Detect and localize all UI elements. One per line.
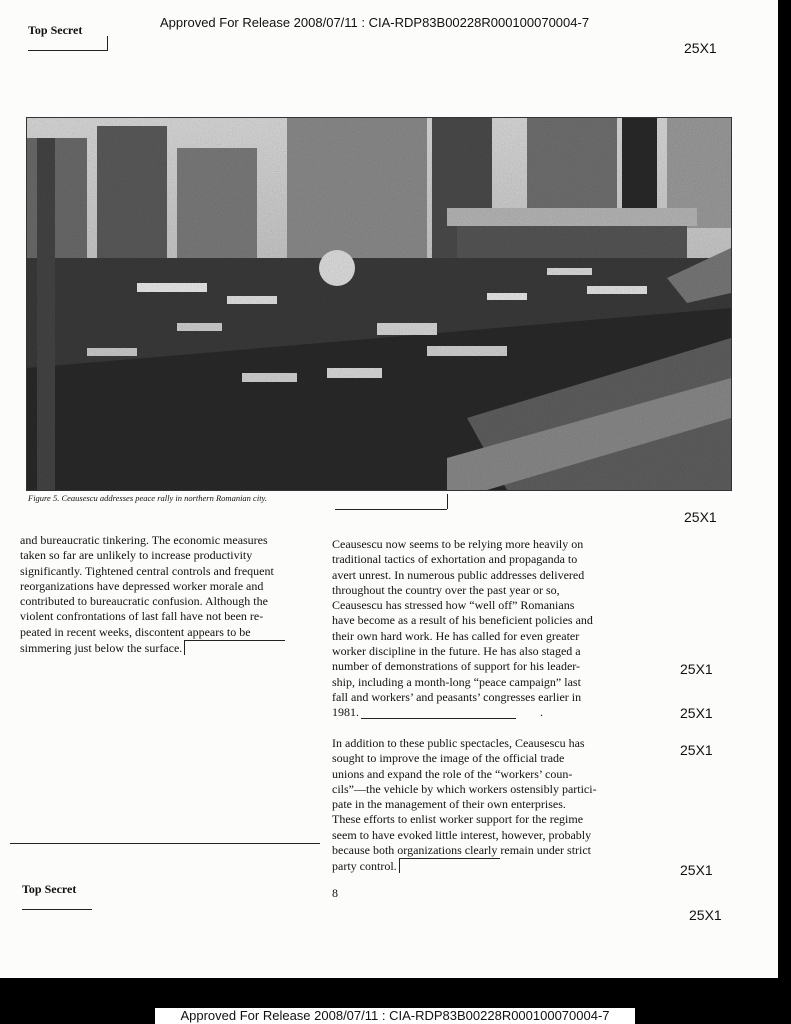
redaction-marker: 25X1: [680, 705, 713, 721]
rally-photo: [26, 117, 732, 491]
scan-mark: .: [540, 705, 543, 720]
text-line: significantly. Tightened central controls and frequent: [20, 563, 274, 578]
text-line: reorganizations have depressed worker morale and: [20, 578, 264, 593]
text-line: throughout the country over the past year or so,: [332, 582, 560, 597]
left-column-text: [20, 533, 320, 656]
right-column-text: [332, 537, 628, 721]
text-line: avert unrest. In numerous public addresses delivered: [332, 567, 585, 582]
text-line: In addition to these public spectacles, Ceausescu has: [332, 736, 585, 750]
text-line: sought to improve the image of the official trade: [332, 751, 565, 766]
caption-redaction-rule: [335, 509, 447, 510]
text-line: have become as a result of his beneficient policies and: [332, 613, 593, 628]
text-line: [332, 858, 628, 874]
redaction-box: [399, 858, 500, 873]
text-line: These efforts to enlist worker support for the regime: [332, 812, 584, 827]
classification-footer: Top Secret: [22, 882, 77, 896]
header-redaction-rule: [28, 50, 108, 51]
page-number: 8: [332, 886, 338, 900]
caption-redaction-tick: [447, 494, 448, 509]
redaction-marker: 25X1: [684, 40, 717, 56]
text-line: their own hard work. He has called for even greater: [332, 628, 580, 643]
release-stamp-top: Approved For Release 2008/07/11 : CIA-RDP83B00228R000100070004-7: [160, 15, 590, 30]
right-column-paragraph-2: [332, 736, 628, 875]
text-line-content: 1981.: [332, 705, 359, 720]
redaction-marker: 25X1: [680, 862, 713, 878]
footer-redaction-rule: [22, 909, 92, 910]
text-line: fall and workers’ and peasants’ congresses earlier in: [332, 689, 582, 704]
text-line: Ceausescu now seems to be relying more heavily on: [332, 537, 584, 551]
text-line: seem to have evoked little interest, however, probably: [332, 827, 592, 842]
text-line: unions and expand the role of the “workers’ coun-: [332, 766, 573, 781]
text-line: Ceausescu has stressed how “well off” Romanians: [332, 598, 575, 613]
text-line: contributed to bureaucratic confusion. Although the: [20, 594, 268, 609]
text-line: peated in recent weeks, discontent appears to be: [20, 624, 251, 639]
text-line: ship, including a month-long “peace campaign” last: [332, 674, 581, 689]
crowd-photo-image: [27, 118, 731, 490]
text-line: cils”—the vehicle by which workers ostensibly partici-: [332, 781, 597, 796]
redaction-marker: 25X1: [680, 742, 713, 758]
text-line: [332, 705, 628, 720]
release-stamp-bottom: Approved For Release 2008/07/11 : CIA-RDP83B00228R000100070004-7: [155, 1008, 635, 1024]
figure-caption: Figure 5. Ceausescu addresses peace rally in northern Romanian city.: [28, 493, 267, 503]
redaction-box: [184, 640, 285, 655]
text-line-content: party control.: [332, 859, 397, 874]
text-line: [20, 640, 320, 656]
footer-rule: [10, 843, 320, 844]
text-line: taken so far are unlikely to increase productivity: [20, 548, 253, 563]
text-line: pate in the management of their own enterprises.: [332, 797, 566, 812]
text-line-content: simmering just below the surface.: [20, 641, 183, 656]
text-line: number of demonstrations of support for his leader-: [332, 659, 581, 674]
redaction-marker: 25X1: [680, 661, 713, 677]
text-line: because both organizations clearly remain under strict: [332, 843, 592, 858]
redaction-rule: [361, 718, 516, 719]
text-line: and bureaucratic tinkering. The economic measures: [20, 533, 268, 547]
text-line: worker discipline in the future. He has also staged a: [332, 644, 581, 659]
classification-header: Top Secret: [28, 23, 83, 37]
text-line: violent confrontations of last fall have not been re-: [20, 609, 264, 624]
redaction-marker: 25X1: [689, 907, 722, 923]
header-redaction-tick: [107, 36, 108, 51]
redaction-marker: 25X1: [684, 509, 717, 525]
text-line: traditional tactics of exhortation and propaganda to: [332, 552, 578, 567]
